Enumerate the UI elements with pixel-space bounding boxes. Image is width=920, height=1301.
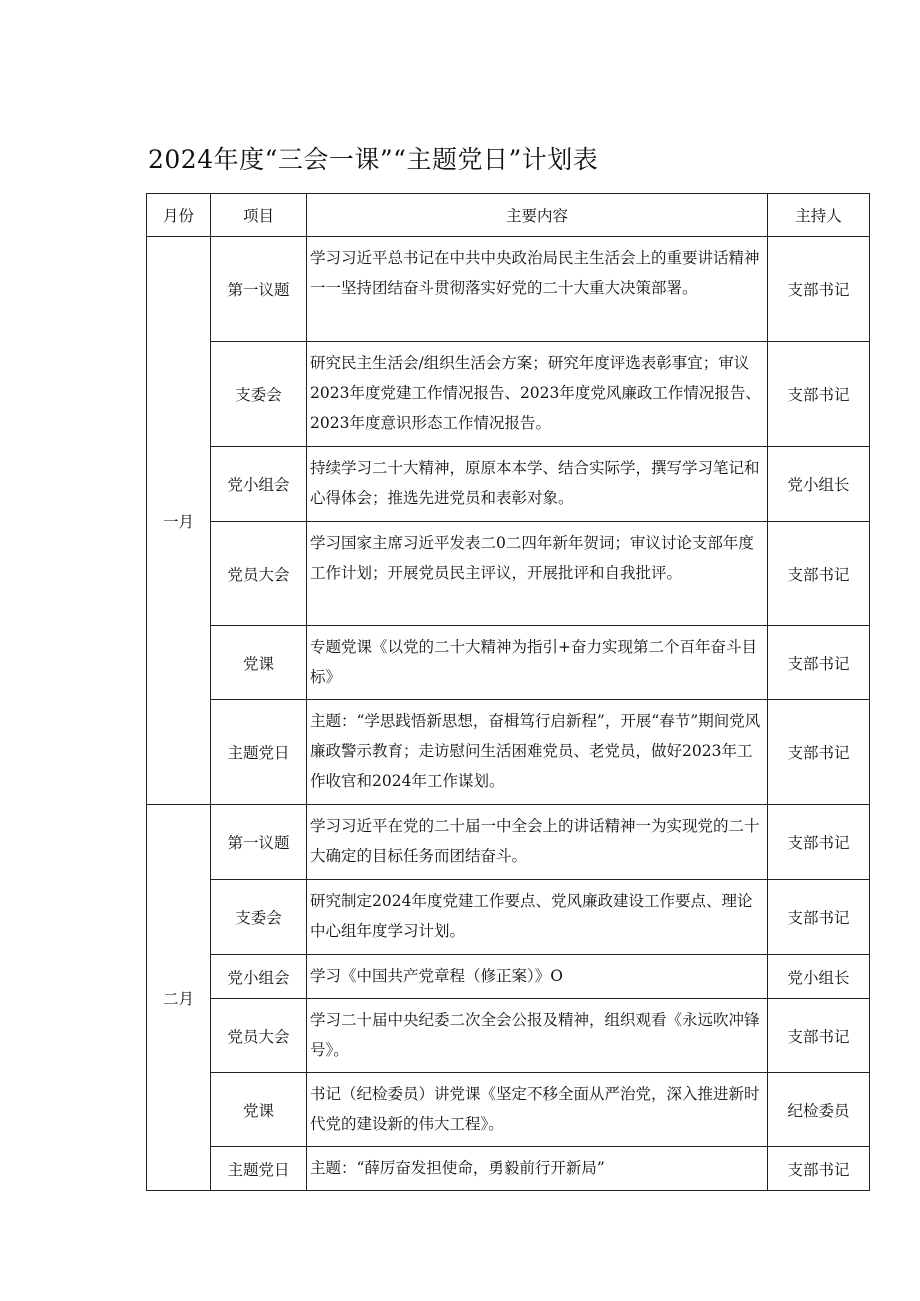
table-row (147, 626, 870, 700)
host-cell: 支部书记 (768, 999, 870, 1073)
host-cell: 纪检委员 (768, 1073, 870, 1147)
item-cell: 支委会 (211, 342, 307, 447)
content-cell: 研究制定2024年度党建工作要点、党风廉政建设工作要点、理论中心组年度学习计划。 (307, 880, 768, 955)
content-cell: 学习国家主席习近平发表二0二四年新年贺词；审议讨论支部年度工作计划；开展党员民主评议，开展批评和自我批评。 (307, 522, 768, 626)
table-row (147, 237, 870, 342)
table-row (147, 447, 870, 522)
host-cell: 支部书记 (768, 700, 870, 805)
item-cell: 党课 (211, 1073, 307, 1147)
host-cell: 支部书记 (768, 342, 870, 447)
table-row (147, 880, 870, 955)
content-cell: 主题：“薛厉奋发担使命，勇毅前行开新局” (307, 1147, 768, 1191)
host-cell: 支部书记 (768, 805, 870, 880)
item-cell: 第一议题 (211, 237, 307, 342)
header-content: 主要内容 (307, 194, 768, 237)
host-cell: 支部书记 (768, 880, 870, 955)
content-cell: 学习习近平总书记在中共中央政治局民主生活会上的重要讲话精神一一坚持团结奋斗贯彻落实好党的二十大重大决策部署。 (307, 237, 768, 342)
host-cell: 支部书记 (768, 237, 870, 342)
table-header-row (147, 194, 870, 237)
content-cell: 研究民主生活会/组织生活会方案；研究年度评选表彰事宜；审议2023年度党建工作情况报告、2023年度党风廉政工作情况报告、2023年度意识形态工作情况报告。 (307, 342, 768, 447)
host-cell: 支部书记 (768, 1147, 870, 1191)
month-cell: 一月 (147, 237, 211, 805)
host-cell: 党小组长 (768, 447, 870, 522)
host-cell: 支部书记 (768, 626, 870, 700)
content-cell: 主题：“学思践悟新思想，奋楫笃行启新程”，开展“春节”期间党风廉政警示教育；走访慰问生活困难党员、老党员，做好2023年工作收官和2024年工作谋划。 (307, 700, 768, 805)
table-row (147, 342, 870, 447)
content-cell: 学习习近平在党的二十届一中全会上的讲话精神一为实现党的二十大确定的目标任务而团结奋斗。 (307, 805, 768, 880)
item-cell: 支委会 (211, 880, 307, 955)
month-cell: 二月 (147, 805, 211, 1191)
table-row (147, 955, 870, 999)
host-cell: 党小组长 (768, 955, 870, 999)
table-row (147, 999, 870, 1073)
header-item: 项目 (211, 194, 307, 237)
page-title: 2024年度“三会一课”“主题党日”计划表 (148, 145, 599, 174)
item-cell: 主题党日 (211, 700, 307, 805)
item-cell: 党课 (211, 626, 307, 700)
content-cell: 书记（纪检委员）讲党课《坚定不移全面从严治党，深入推进新时代党的建设新的伟大工程》。 (307, 1073, 768, 1147)
table-row (147, 805, 870, 880)
item-cell: 党员大会 (211, 999, 307, 1073)
item-cell: 党员大会 (211, 522, 307, 626)
item-cell: 第一议题 (211, 805, 307, 880)
item-cell: 党小组会 (211, 447, 307, 522)
header-host: 主持人 (768, 194, 870, 237)
header-month: 月份 (147, 194, 211, 237)
table-row (147, 1073, 870, 1147)
item-cell: 主题党日 (211, 1147, 307, 1191)
content-cell: 学习《中国共产党章程（修正案）》O (307, 955, 768, 999)
host-cell: 支部书记 (768, 522, 870, 626)
table-row (147, 1147, 870, 1191)
content-cell: 专题党课《以党的二十大精神为指引+奋力实现第二个百年奋斗目标》 (307, 626, 768, 700)
content-cell: 持续学习二十大精神，原原本本学、结合实际学，撰写学习笔记和心得体会；推选先进党员和表彰对象。 (307, 447, 768, 522)
item-cell: 党小组会 (211, 955, 307, 999)
table-row (147, 700, 870, 805)
table-row (147, 522, 870, 626)
content-cell: 学习二十届中央纪委二次全会公报及精神，组织观看《永远吹冲锋号》。 (307, 999, 768, 1073)
plan-table (146, 193, 870, 1191)
